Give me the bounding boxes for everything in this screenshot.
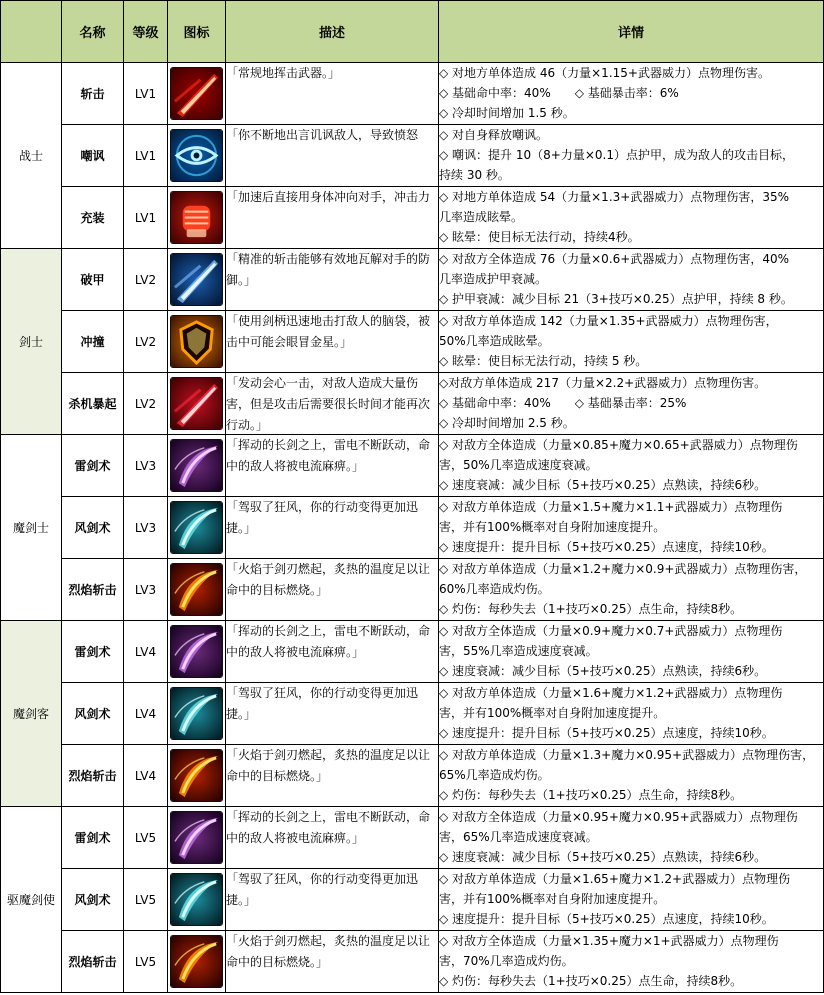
skill-level: LV4 [124,683,168,745]
skill-icon-cell [168,311,226,373]
table-row [1,807,824,869]
detail-line: ◇ 速度提升：提升目标（5+技巧×0.25）点速度，持续10秒。 [439,912,774,926]
detail-line: ◇ 护甲衰减：减少目标 21（3+技巧×0.25）点护甲，持续 8 秒。 [439,292,793,306]
skill-level: LV5 [124,931,168,993]
detail-line: 60%几率造成灼伤。 [439,582,550,596]
skill-detail [439,311,824,373]
skill-level: LV5 [124,869,168,931]
detail-line: 害，50%几率造成速度衰减。 [439,458,598,472]
skill-description-text: 「驾驭了狂风，你的行动变得更加迅捷。」 [226,872,419,907]
skill-description [226,311,439,373]
detail-line: ◇ 基础命中率：40% ◇ 基础暴击率：25% [439,396,687,410]
red-fist-icon [170,191,223,244]
skill-level: LV2 [124,311,168,373]
detail-line: 65%几率造成灼伤。 [439,768,550,782]
detail-line: ◇ 对敌方全体造成（力量×1.35+魔力×1+武器威力）点物理伤 [439,934,779,948]
detail-line: ◇ 基础命中率：40% ◇ 基础暴击率：6% [439,86,679,100]
skill-description [226,621,439,683]
skill-level: LV2 [124,373,168,435]
skill-level: LV5 [124,807,168,869]
table-row [1,745,824,807]
blue-slash-icon [170,253,223,306]
skill-name: 杀机暴起 [62,373,124,435]
skill-level: LV2 [124,249,168,311]
cyan-blade-icon [170,873,223,926]
skill-description-text: 「发动会心一击，对敌人造成大量伤害，但是攻击后需要很长时间才能再次行动。」 [226,376,431,432]
skill-icon-cell [168,621,226,683]
skill-level: LV1 [124,63,168,125]
skill-icon-cell [168,807,226,869]
skill-description [226,373,439,435]
header-desc: 描述 [226,1,439,63]
header-class [1,1,62,63]
skill-description [226,931,439,993]
skill-description-text: 「火焰于剑刃燃起，炙热的温度足以让命中的目标燃烧。」 [226,934,431,969]
detail-line: ◇ 对敌方单体造成（力量×1.5+魔力×1.1+武器威力）点物理伤 [439,500,783,514]
skill-name: 雷剑术 [62,435,124,497]
skill-description [226,807,439,869]
skill-icon-cell [168,559,226,621]
detail-line: ◇ 对敌方单体造成（力量×1.65+魔力×1.2+武器威力）点物理伤 [439,872,791,886]
detail-line: ◇ 灼伤：每秒失去（1+技巧×0.25）点生命，持续8秒。 [439,974,743,988]
detail-line: ◇ 速度提升：提升目标（5+技巧×0.25）点速度，持续10秒。 [439,726,774,740]
skill-level: LV1 [124,187,168,249]
skill-detail [439,249,824,311]
detail-line: ◇ 嘲讽：提升 10（8+力量×0.1）点护甲，成为敌人的攻击目标， [439,148,794,162]
table-row [1,435,824,497]
detail-line: ◇ 眩晕：使目标无法行动，持续4秒。 [439,230,640,244]
skill-description-text: 「火焰于剑刃燃起，炙热的温度足以让命中的目标燃烧。」 [226,748,431,783]
detail-line: ◇ 对敌方单体造成（力量×1.6+魔力×1.2+武器威力）点物理伤 [439,686,783,700]
detail-line: ◇ 对敌方单体造成（力量×1.2+魔力×0.9+武器威力）点物理伤害， [439,562,807,576]
skill-icon-cell [168,683,226,745]
skill-name: 风剑术 [62,683,124,745]
detail-line: ◇ 眩晕：使目标无法行动，持续 5 秒。 [439,354,648,368]
class-cell: 魔剑客 [1,621,62,807]
detail-line: 几率造成护甲衰减。 [439,272,548,286]
class-cell: 魔剑士 [1,435,62,621]
skill-icon-cell [168,435,226,497]
skill-icon-cell [168,931,226,993]
detail-line: 害，65%几率造成速度衰减。 [439,830,598,844]
skill-level: LV3 [124,497,168,559]
detail-line: ◇ 对敌方全体造成（力量×0.9+魔力×0.7+武器威力）点物理伤 [439,624,783,638]
skill-description-text: 「驾驭了狂风，你的行动变得更加迅捷。」 [226,500,419,535]
skill-icon-cell [168,187,226,249]
skill-description-text: 「你不断地出言讥讽敌人，导致愤怒 [226,128,419,142]
skill-detail [439,497,824,559]
skill-detail [439,559,824,621]
skill-name: 嘲讽 [62,125,124,187]
skill-detail [439,869,824,931]
skill-icon-cell [168,249,226,311]
skill-detail [439,621,824,683]
skill-name: 雷剑术 [62,621,124,683]
skill-description-text: 「常规地挥击武器。」 [226,66,341,80]
skill-description-text: 「驾驭了狂风，你的行动变得更加迅捷。」 [226,686,419,721]
skill-icon-cell [168,125,226,187]
table-row [1,621,824,683]
skill-description [226,745,439,807]
skill-level: LV1 [124,125,168,187]
skill-description-text: 「挥动的长剑之上，雷电不断跃动，命中的敌人将被电流麻痹。」 [226,438,431,473]
detail-line: 害，并有100%概率对自身附加速度提升。 [439,520,666,534]
skill-description [226,683,439,745]
detail-line: ◇ 对自身释放嘲讽。 [439,128,549,142]
skill-description [226,125,439,187]
skill-name: 破甲 [62,249,124,311]
detail-line: ◇ 灼伤：每秒失去（1+技巧×0.25）点生命，持续8秒。 [439,788,743,802]
skill-name: 风剑术 [62,497,124,559]
detail-line: ◇ 速度衰减：减少目标（5+技巧×0.25）点熟读，持续6秒。 [439,478,767,492]
skill-detail [439,807,824,869]
detail-line: 50%几率造成眩晕。 [439,334,550,348]
table-row [1,249,824,311]
header-level: 等级 [124,1,168,63]
detail-line: 害，55%几率造成速度衰减。 [439,644,598,658]
table-row [1,683,824,745]
skill-description-text: 「挥动的长剑之上，雷电不断跃动，命中的敌人将被电流麻痹。」 [226,624,431,659]
skill-detail [439,683,824,745]
skill-icon-cell [168,373,226,435]
class-cell: 战士 [1,63,62,249]
skill-name: 充装 [62,187,124,249]
skill-name: 烈焰斩击 [62,745,124,807]
skill-level: LV3 [124,435,168,497]
skill-description-text: 「精准的斩击能够有效地瓦解对手的防御。」 [226,252,431,287]
detail-line: ◇ 对敌方全体造成（力量×0.85+魔力×0.65+武器威力）点物理伤 [439,438,798,452]
skill-icon-cell [168,63,226,125]
skill-description [226,187,439,249]
detail-line: ◇ 对地方单体造成 46（力量×1.15+武器威力）点物理伤害。 [439,66,770,80]
skill-detail [439,187,824,249]
skill-description [226,63,439,125]
cyan-blade-icon [170,501,223,554]
purple-blade-icon [170,811,223,864]
table-row [1,931,824,993]
skill-description [226,869,439,931]
detail-line: 害，并有100%概率对自身附加速度提升。 [439,892,666,906]
flame-blade-icon [170,563,223,616]
cyan-blade-icon [170,687,223,740]
skill-level: LV4 [124,621,168,683]
table-header-row [1,1,824,63]
skill-level: LV3 [124,559,168,621]
detail-line: ◇ 对地方单体造成 54（力量×1.3+武器威力）点物理伤害，35% [439,190,789,204]
header-icon: 图标 [168,1,226,63]
table-row [1,869,824,931]
skill-icon-cell [168,497,226,559]
detail-line: ◇ 冷却时间增加 2.5 秒。 [439,416,575,430]
detail-line: ◇对敌方单体造成 217（力量×2.2+武器威力）点物理伤害。 [439,376,767,390]
skill-name: 冲撞 [62,311,124,373]
detail-line: ◇ 冷却时间增加 1.5 秒。 [439,106,575,120]
detail-line: 害，并有100%概率对自身附加速度提升。 [439,706,666,720]
skill-description [226,497,439,559]
table-row [1,63,824,125]
detail-line: ◇ 速度提升：提升目标（5+技巧×0.25）点速度，持续10秒。 [439,540,774,554]
detail-line: ◇ 对敌方全体造成（力量×0.95+魔力×0.95+武器威力）点物理伤 [439,810,798,824]
flame-blade-icon [170,935,223,988]
detail-line: ◇ 速度衰减：减少目标（5+技巧×0.25）点熟读，持续6秒。 [439,664,767,678]
detail-line: ◇ 灼伤：每秒失去（1+技巧×0.25）点生命，持续8秒。 [439,602,743,616]
skill-description-text: 「使用剑柄迅速地击打敌人的脑袋，被击中可能会眼冒金星。」 [226,314,431,349]
detail-line: 几率造成眩晕。 [439,210,524,224]
class-cell: 剑士 [1,249,62,435]
detail-line: 持续 30 秒。 [439,168,510,182]
red-slash-icon [170,67,223,120]
fire-shield-icon [170,315,223,368]
skill-description [226,435,439,497]
blue-eye-icon [170,129,223,182]
skill-level: LV4 [124,745,168,807]
skill-description [226,249,439,311]
table-row [1,125,824,187]
skill-name: 烈焰斩击 [62,931,124,993]
skill-detail [439,63,824,125]
skill-name: 烈焰斩击 [62,559,124,621]
detail-line: ◇ 对敌方单体造成（力量×1.3+魔力×0.95+武器威力）点物理伤害， [439,748,815,762]
purple-blade-icon [170,625,223,678]
skill-detail [439,435,824,497]
table-row [1,311,824,373]
skill-detail [439,125,824,187]
skill-description-text: 「加速后直接用身体冲向对手，冲击力 [226,190,431,204]
skill-name: 风剑术 [62,869,124,931]
table-row [1,373,824,435]
flame-blade-icon [170,749,223,802]
red-strike-icon [170,377,223,430]
skill-name: 雷剑术 [62,807,124,869]
detail-line: ◇ 对敌方单体造成 142（力量×1.35+武器威力）点物理伤害， [439,314,778,328]
skill-icon-cell [168,869,226,931]
detail-line: ◇ 速度衰减：减少目标（5+技巧×0.25）点熟读，持续6秒。 [439,850,767,864]
header-detail: 详情 [439,1,824,63]
skill-description-text: 「火焰于剑刃燃起，炙热的温度足以让命中的目标燃烧。」 [226,562,431,597]
purple-blade-icon [170,439,223,492]
class-cell: 驱魔剑使 [1,807,62,993]
skill-icon-cell [168,745,226,807]
skill-name: 斩击 [62,63,124,125]
skill-detail [439,373,824,435]
table-row [1,187,824,249]
table-row [1,559,824,621]
skill-description-text: 「挥动的长剑之上，雷电不断跃动，命中的敌人将被电流麻痹。」 [226,810,431,845]
skill-detail [439,931,824,993]
skill-detail [439,745,824,807]
skill-description [226,559,439,621]
table-row [1,497,824,559]
detail-line: 害，70%几率造成灼伤。 [439,954,574,968]
header-name: 名称 [62,1,124,63]
detail-line: ◇ 对敌方全体造成 76（力量×0.6+武器威力）点物理伤害，40% [439,252,789,266]
